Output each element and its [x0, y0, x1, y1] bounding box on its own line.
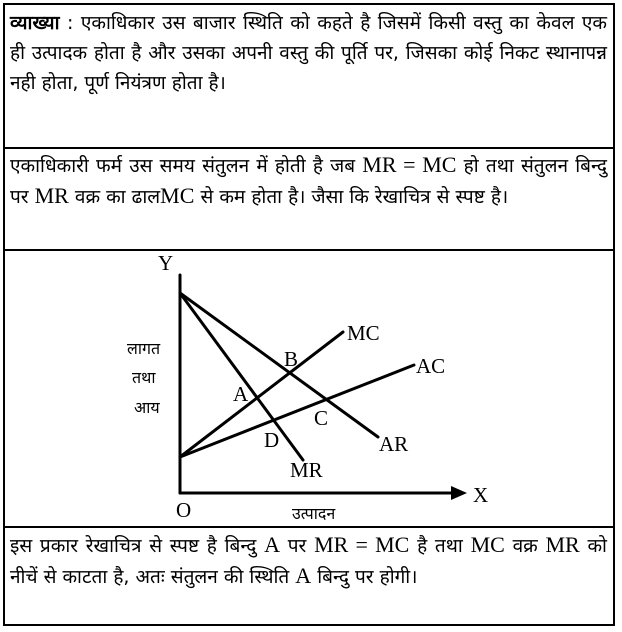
x-axis-label: X [473, 483, 489, 507]
mr-label: MR [290, 458, 323, 482]
point-d-label: D [264, 428, 280, 452]
explanation-box [3, 3, 615, 626]
ac-label: AC [416, 354, 446, 378]
mc-label: MC [347, 321, 380, 345]
conclusion-text-4: वक्र [504, 535, 546, 557]
origin-label: O [176, 498, 192, 522]
equilibrium-condition: MR = MC [362, 152, 457, 177]
x-axis-title: उत्पादन [292, 504, 336, 523]
heading-separator: : [59, 12, 81, 34]
equilibrium-condition: MR = MC [314, 532, 410, 557]
y-axis-label: Y [158, 251, 174, 275]
conclusion-paragraph [10, 530, 607, 592]
y-axis-title-1: लागत [127, 339, 161, 358]
conclusion-text-5: को नीचें से काटता है, अतः संतुलन की स्थिति [10, 535, 607, 588]
point-b-label: B [284, 347, 299, 371]
explanation-heading: व्याख्या [10, 12, 60, 34]
mc-term: MC [470, 532, 505, 557]
mc-term: MC [160, 183, 195, 208]
mr-term: MR [34, 183, 69, 208]
equilibrium-text-4: से कम होता है। जैसा कि रेखाचित्र से स्पष्ट है। [194, 186, 509, 208]
conclusion-text-1: इस प्रकार रेखाचित्र से स्पष्ट है बिन्दु [10, 535, 265, 557]
point-c-label: C [314, 406, 329, 430]
mr-term: MR [545, 532, 580, 557]
explanation-text: एकाधिकार उस बाजार स्थिति को कहते है जिसमें किसी वस्तु का केवल एक ही उत्पादक होता है और उसका अपनी वस्तु की पूर्ति पर, जिसका कोई निकट स्थानापन्न नही होता, पूर्ण नियंत्रण होता है। [10, 12, 608, 94]
point-a-term: A [295, 563, 312, 588]
conclusion-text-3: है तथा [409, 535, 471, 557]
y-axis-title-2: तथा [132, 368, 156, 387]
conclusion-text-2: पर [280, 535, 315, 557]
ar-curve [180, 293, 378, 437]
x-axis-arrowhead [451, 486, 467, 500]
divider [5, 526, 613, 528]
equilibrium-text-3: वक्र का ढाल [68, 186, 161, 208]
point-a-term: A [264, 532, 281, 557]
point-a-label: A [233, 382, 249, 406]
y-axis-title-3: आय [134, 398, 160, 417]
equilibrium-text-1: एकाधिकारी फर्म उस समय संतुलन में होती है जब [10, 155, 363, 177]
conclusion-text-6: बिन्दु पर होगी। [311, 566, 418, 588]
ar-label: AR [379, 432, 409, 456]
equilibrium-text-2: हो तथा संतुलन बिन्दु पर [10, 155, 607, 208]
